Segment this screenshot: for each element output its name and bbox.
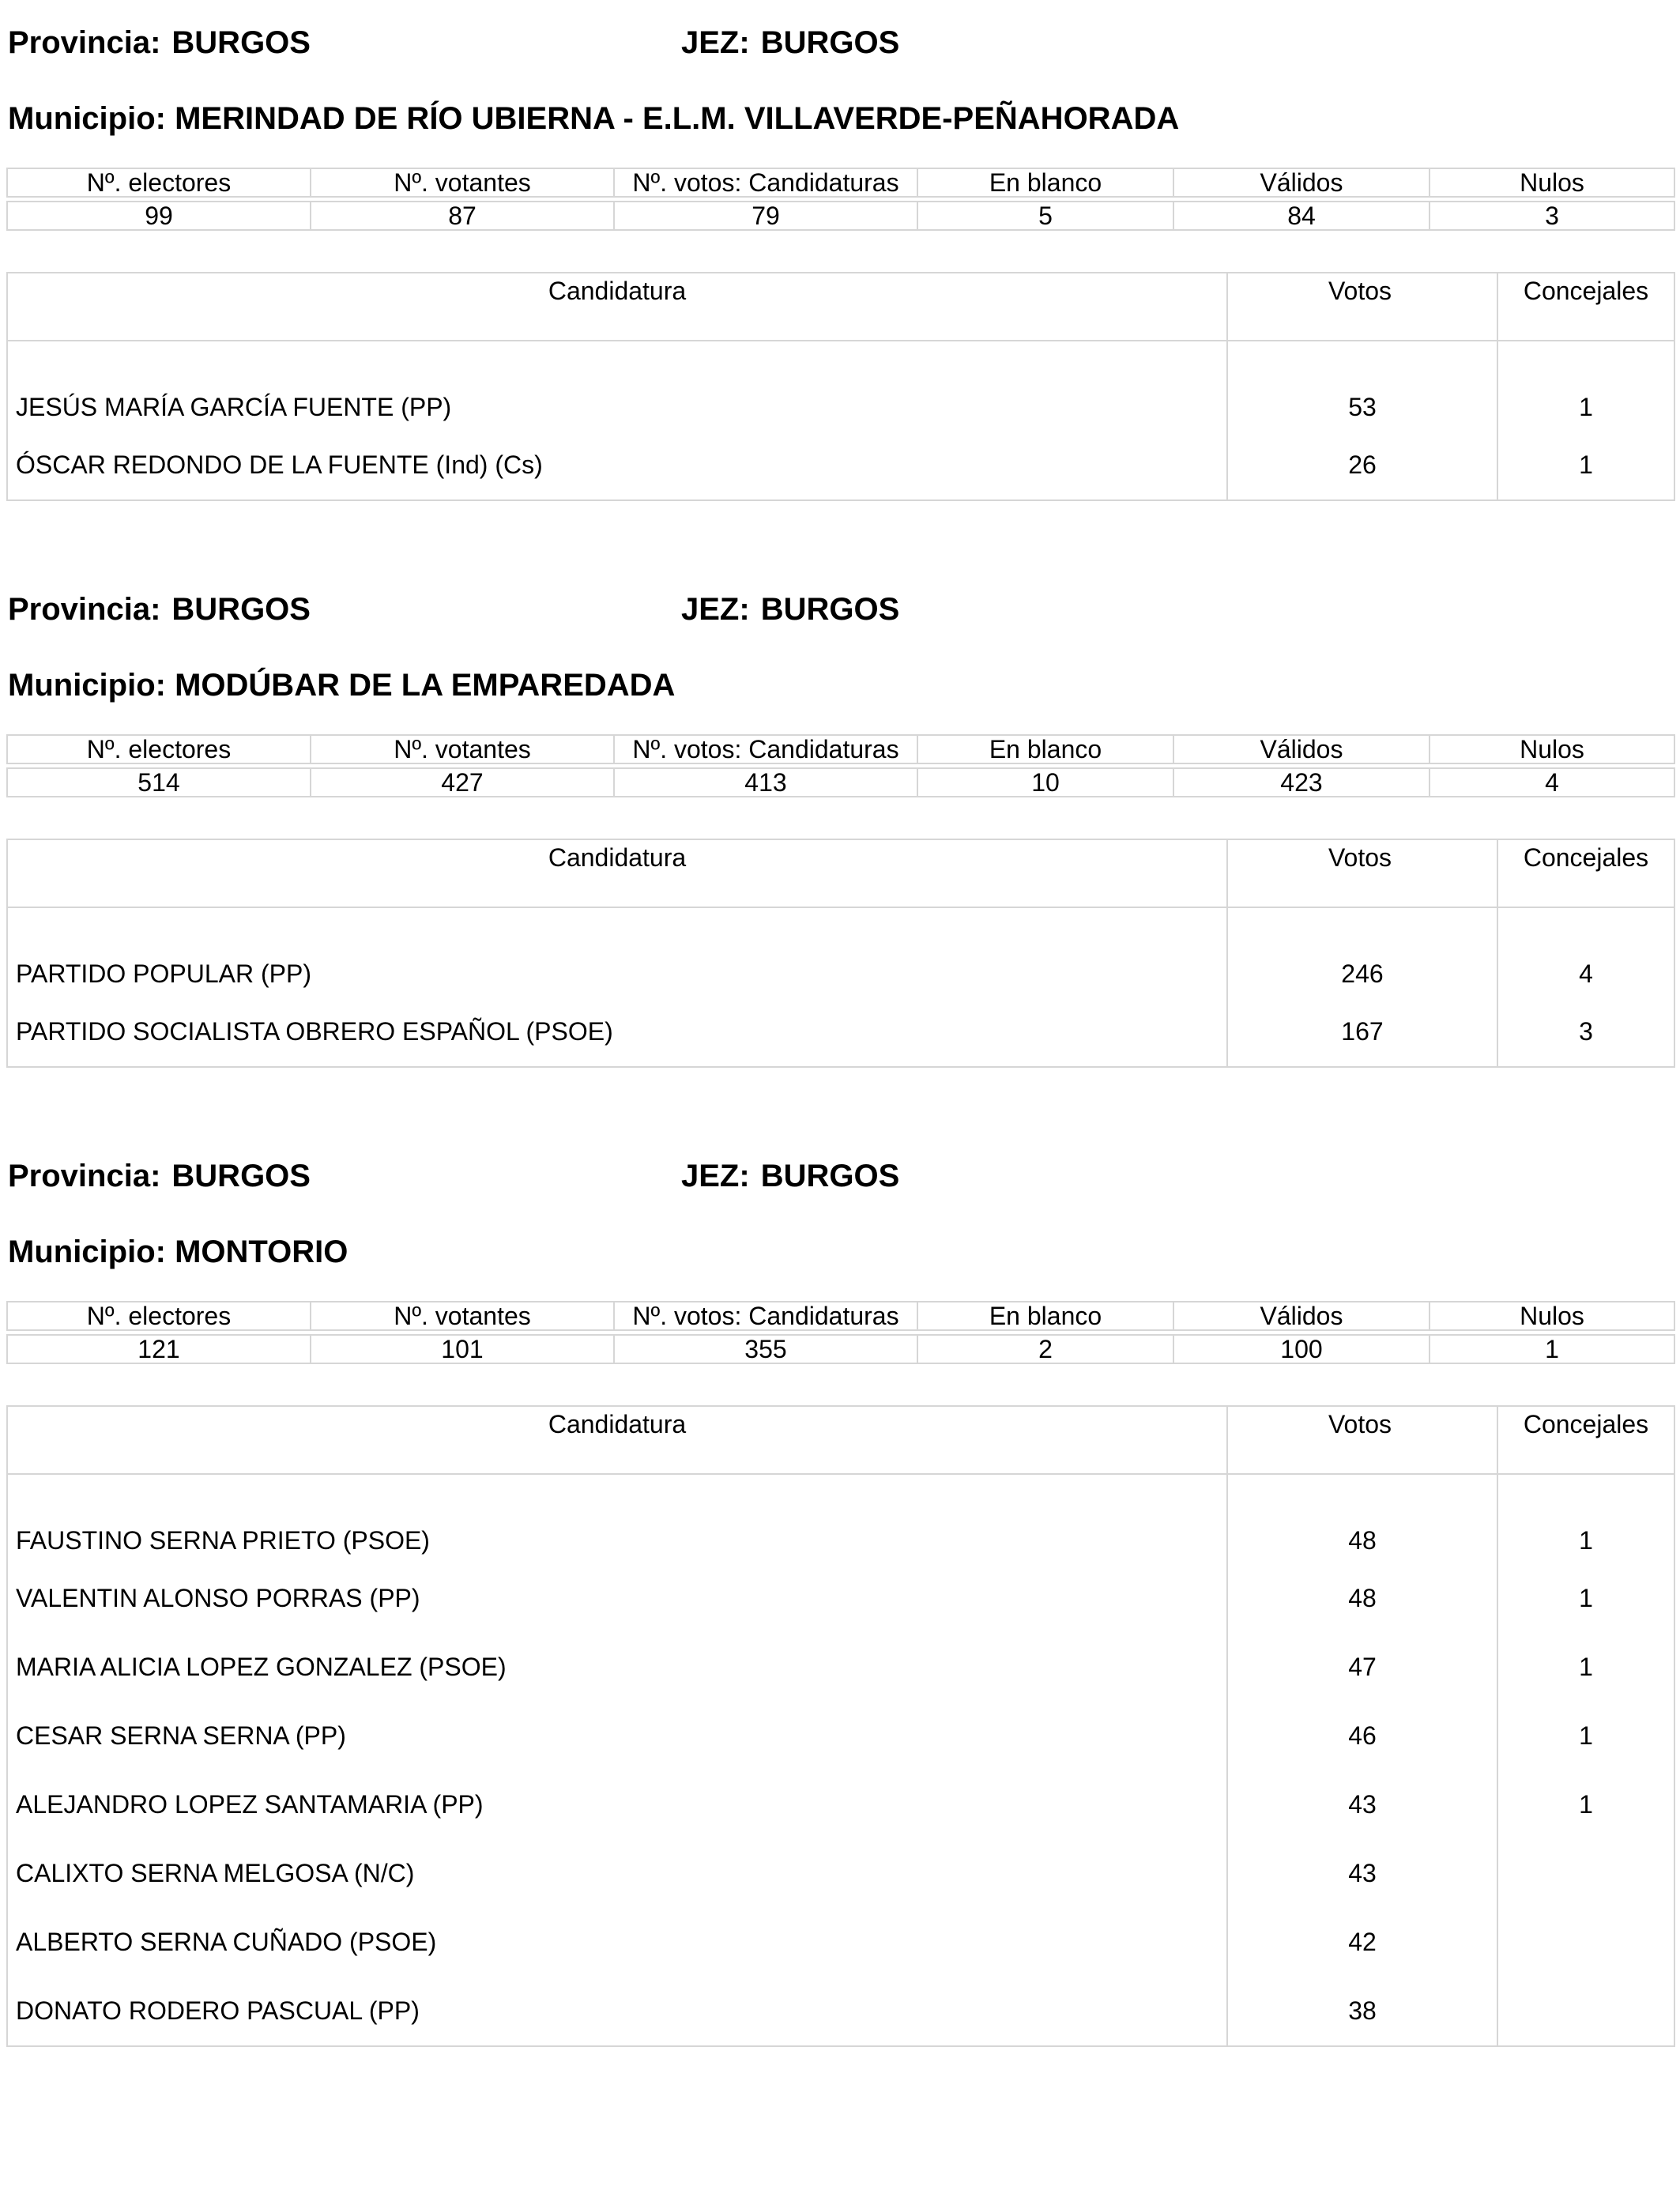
stat-value-validos: 100	[1173, 1335, 1430, 1363]
cand-header-votos: Votos	[1227, 273, 1497, 341]
stat-header-en-blanco: En blanco	[917, 735, 1173, 763]
stat-value-electores: 99	[7, 202, 311, 230]
stat-header-nulos: Nulos	[1430, 735, 1674, 763]
provincia-label: Provincia:	[8, 592, 161, 627]
municipio-value: MODÚBAR DE LA EMPAREDADA	[175, 668, 676, 703]
candidate-name: DONATO RODERO PASCUAL (PP)	[7, 1977, 1227, 2046]
candidate-name: CALIXTO SERNA MELGOSA (N/C)	[7, 1839, 1227, 1908]
municipio-heading	[8, 100, 1179, 138]
candidate-concejales: 1	[1497, 341, 1674, 431]
candidate-concejales: 1	[1497, 1474, 1674, 1564]
jez-label: JEZ:	[681, 1159, 750, 1193]
municipio-label: Municipio:	[8, 101, 166, 136]
provincia-label: Provincia:	[8, 25, 161, 60]
municipio-heading	[8, 1233, 348, 1271]
table-row	[7, 1770, 1674, 1839]
stats-table	[6, 1301, 1675, 1364]
cand-header-candidatura: Candidatura	[7, 839, 1227, 907]
candidate-votos: 38	[1227, 1977, 1497, 2046]
candidate-name: ALEJANDRO LOPEZ SANTAMARIA (PP)	[7, 1770, 1227, 1839]
stat-value-votantes: 427	[311, 768, 614, 797]
candidate-concejales: 4	[1497, 907, 1674, 997]
candidate-concejales: 3	[1497, 997, 1674, 1067]
cand-header-candidatura: Candidatura	[7, 273, 1227, 341]
table-row	[7, 341, 1674, 431]
stat-value-votos-candidaturas: 413	[614, 768, 917, 797]
candidate-concejales	[1497, 1908, 1674, 1977]
provincia-value: BURGOS	[171, 592, 311, 627]
candidatura-table	[6, 272, 1675, 501]
cand-header-concejales: Concejales	[1497, 1406, 1674, 1474]
stat-value-votantes: 87	[311, 202, 614, 230]
stat-header-electores: Nº. electores	[7, 1302, 311, 1330]
candidate-name: MARIA ALICIA LOPEZ GONZALEZ (PSOE)	[7, 1633, 1227, 1702]
stat-value-electores: 514	[7, 768, 311, 797]
candidate-votos: 246	[1227, 907, 1497, 997]
stat-value-validos: 423	[1173, 768, 1430, 797]
stat-value-validos: 84	[1173, 202, 1430, 230]
candidate-concejales: 1	[1497, 1633, 1674, 1702]
stat-value-en-blanco: 5	[917, 202, 1173, 230]
candidate-votos: 48	[1227, 1564, 1497, 1633]
candidate-concejales: 1	[1497, 1564, 1674, 1633]
jez-heading	[681, 24, 899, 62]
stats-table	[6, 734, 1675, 797]
stat-value-nulos: 1	[1430, 1335, 1674, 1363]
stat-value-en-blanco: 10	[917, 768, 1173, 797]
municipio-label: Municipio:	[8, 1235, 166, 1269]
cand-header-candidatura: Candidatura	[7, 1406, 1227, 1474]
cand-header-concejales: Concejales	[1497, 839, 1674, 907]
municipio-label: Municipio:	[8, 668, 166, 703]
table-row	[7, 1908, 1674, 1977]
candidate-name: JESÚS MARÍA GARCÍA FUENTE (PP)	[7, 341, 1227, 431]
jez-value: BURGOS	[760, 25, 900, 60]
stat-header-nulos: Nulos	[1430, 168, 1674, 197]
candidate-votos: 167	[1227, 997, 1497, 1067]
stats-table	[6, 168, 1675, 231]
jez-value: BURGOS	[760, 592, 900, 627]
jez-value: BURGOS	[760, 1159, 900, 1193]
municipio-value: MERINDAD DE RÍO UBIERNA - E.L.M. VILLAVERDE-PEÑAHORADA	[175, 101, 1180, 136]
stat-value-nulos: 3	[1430, 202, 1674, 230]
stat-header-electores: Nº. electores	[7, 168, 311, 197]
municipio-heading	[8, 666, 675, 704]
cand-header-votos: Votos	[1227, 1406, 1497, 1474]
stat-header-validos: Válidos	[1173, 735, 1430, 763]
stat-value-votantes: 101	[311, 1335, 614, 1363]
stat-value-nulos: 4	[1430, 768, 1674, 797]
provincia-label: Provincia:	[8, 1159, 161, 1193]
provincia-heading	[8, 24, 311, 62]
stat-header-votos-candidaturas: Nº. votos: Candidaturas	[614, 1302, 917, 1330]
candidate-name: VALENTIN ALONSO PORRAS (PP)	[7, 1564, 1227, 1633]
candidate-concejales: 1	[1497, 1770, 1674, 1839]
candidate-votos: 43	[1227, 1770, 1497, 1839]
table-row	[7, 1839, 1674, 1908]
candidatura-table	[6, 839, 1675, 1068]
candidate-votos: 46	[1227, 1702, 1497, 1770]
table-row	[7, 907, 1674, 997]
candidate-name: FAUSTINO SERNA PRIETO (PSOE)	[7, 1474, 1227, 1564]
provincia-value: BURGOS	[171, 25, 311, 60]
candidate-concejales	[1497, 1839, 1674, 1908]
table-row	[7, 431, 1674, 500]
candidate-votos: 43	[1227, 1839, 1497, 1908]
candidate-votos: 26	[1227, 431, 1497, 500]
stat-header-electores: Nº. electores	[7, 735, 311, 763]
stat-value-votos-candidaturas: 79	[614, 202, 917, 230]
table-row	[7, 1474, 1674, 1564]
provincia-heading	[8, 590, 311, 628]
candidate-name: ALBERTO SERNA CUÑADO (PSOE)	[7, 1908, 1227, 1977]
stat-header-votos-candidaturas: Nº. votos: Candidaturas	[614, 735, 917, 763]
candidate-name: PARTIDO POPULAR (PP)	[7, 907, 1227, 997]
table-row	[7, 1977, 1674, 2046]
provincia-value: BURGOS	[171, 1159, 311, 1193]
jez-label: JEZ:	[681, 592, 750, 627]
cand-header-votos: Votos	[1227, 839, 1497, 907]
candidate-name: PARTIDO SOCIALISTA OBRERO ESPAÑOL (PSOE)	[7, 997, 1227, 1067]
stat-header-votantes: Nº. votantes	[311, 735, 614, 763]
stat-value-en-blanco: 2	[917, 1335, 1173, 1363]
stat-header-en-blanco: En blanco	[917, 1302, 1173, 1330]
candidate-votos: 48	[1227, 1474, 1497, 1564]
stat-value-votos-candidaturas: 355	[614, 1335, 917, 1363]
jez-heading	[681, 1157, 899, 1195]
table-row	[7, 1702, 1674, 1770]
stat-header-validos: Válidos	[1173, 168, 1430, 197]
jez-heading	[681, 590, 899, 628]
cand-header-concejales: Concejales	[1497, 273, 1674, 341]
candidatura-table	[6, 1405, 1675, 2047]
candidate-concejales: 1	[1497, 1702, 1674, 1770]
candidate-concejales: 1	[1497, 431, 1674, 500]
candidate-name: CESAR SERNA SERNA (PP)	[7, 1702, 1227, 1770]
jez-label: JEZ:	[681, 25, 750, 60]
stat-header-votos-candidaturas: Nº. votos: Candidaturas	[614, 168, 917, 197]
municipio-value: MONTORIO	[175, 1235, 348, 1269]
candidate-votos: 53	[1227, 341, 1497, 431]
stat-value-electores: 121	[7, 1335, 311, 1363]
table-row	[7, 1564, 1674, 1633]
provincia-heading	[8, 1157, 311, 1195]
stat-header-votantes: Nº. votantes	[311, 168, 614, 197]
table-row	[7, 997, 1674, 1067]
stat-header-validos: Válidos	[1173, 1302, 1430, 1330]
stat-header-votantes: Nº. votantes	[311, 1302, 614, 1330]
candidate-votos: 42	[1227, 1908, 1497, 1977]
candidate-concejales	[1497, 1977, 1674, 2046]
candidate-votos: 47	[1227, 1633, 1497, 1702]
stat-header-nulos: Nulos	[1430, 1302, 1674, 1330]
candidate-name: ÓSCAR REDONDO DE LA FUENTE (Ind) (Cs)	[7, 431, 1227, 500]
stat-header-en-blanco: En blanco	[917, 168, 1173, 197]
table-row	[7, 1633, 1674, 1702]
